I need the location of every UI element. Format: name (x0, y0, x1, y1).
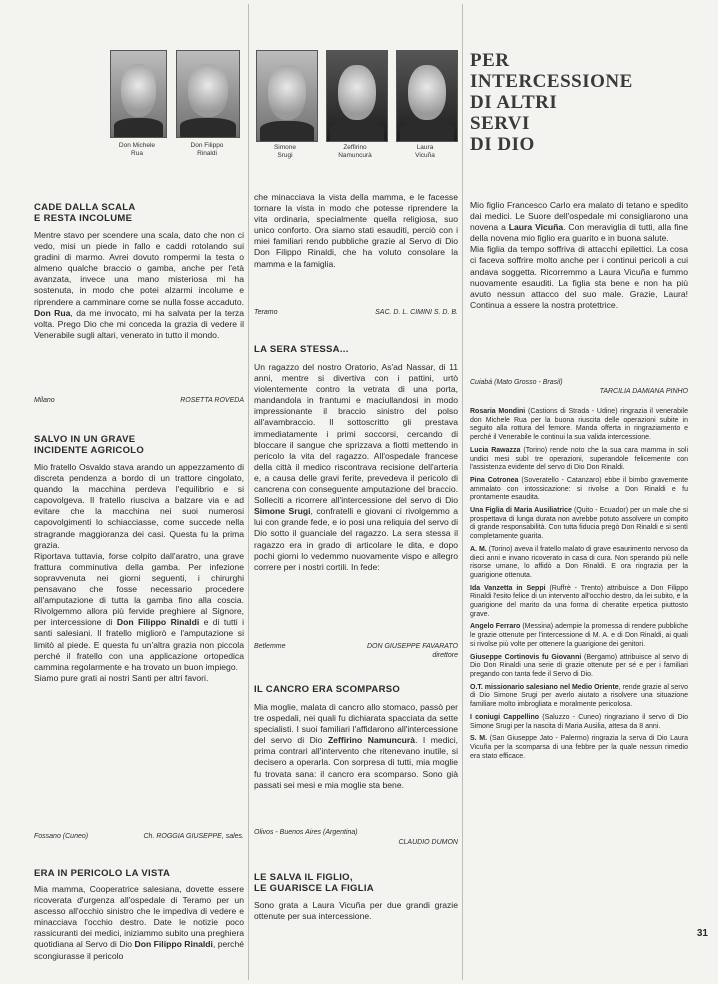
article-signature: Milano ROSETTA ROVEDA (34, 397, 244, 404)
photo-caption: Simone Srugi (273, 144, 297, 159)
column-left (26, 0, 244, 984)
column-right (468, 0, 690, 984)
article-text: Un ragazzo del nostro Oratorio, As'ad Nassar, di 11 anni, mentre si divertiva con i pattini, urtò violentemente contro la vetrata di una porta, mandandola in frantumi e maciullandosi in modo impressionante il braccio sinistro del polso all'avambraccio. Il sottoscritto gli prestava immediatamente i primi soccorsi, cercando di bloccare il sangue che sprizzava a fiotti mettendo in pericolo la vita del ragazzo. All'ospedale francese della città il medico riscontrava recisione dell'arteria e, a causa delle gravi ferite, prevedeva il pericolo di cancrena con conseguente amputazione del braccio. Solleciti a ricorrere all'intercessione del servo di Dio Simone Srugi, confratelli e giovani ci rivolgemmo a lui con grande fede, e io posi una reliquia del servo di Dio sotto il guanciale del ragazzo. La sera stessa il ragazzo era in grado di articolare le dita, e dopo pochi giorni lo vedemmo nuovamente vispo e allegro correre per i nostri cortili. In fede: (254, 362, 459, 572)
article-title: LE SALVA IL FIGLIO, LE GUARISCE LA FIGLIA (254, 872, 374, 894)
article-text: Mia mamma, Cooperatrice salesiana, dovette essere ricoverata d'urgenza all'ospedale di Teramo per un ascesso all'occhio sinistro che le impediva di vedere e minacciava l'occhio destro. Date le notizie poco rassicuranti dei medici, iniziammo subito una preghiera quotidiana al Servo di Dio Don Filippo Rinaldi, perché scongiurasse il pericolo (34, 884, 244, 961)
article-text: Sono grata a Laura Vicuña per due grandi grazie ottenute per sua intercessione. (254, 900, 458, 922)
article-text: Mio fratello Osvaldo stava arando un appezzamento di discreta pendenza a bordo di un trattore cingolato, quando la macchina perdeva l'equilibrio e si capovolgeva. Il fratello riusciva a balzare via e ad evitare che la macchina nei suoi numerosi capovolgimenti lo schiacciasse, come succede nella stragrande maggioranza dei casi. Questa fu la prima grazia. Riportava tuttavia, forse colpito dall'aratro, una grave frattura comminutiva della gamba. Per infezione sopravvenuta nei giorni seguenti, i chirurghi pensavano che fosse necessario procedere all'amputazione di tutta la gamba fino alla coscia. Rivolgemmo allora più fervide preghiere al Signore, per intercessione di Don Filippo Rinaldi e di tutti i santi salesiani. Il fratello migliorò e l'amputazione si limitò al piede. E questa fu un'altra grazia non piccola perché il fratello con una applicazione ortopedica cammina regolarmente e ha trovato un buon impiego. Siamo pure grati ai nostri Santi per altri favori. (34, 462, 244, 683)
article-signature: Olivos - Buenos Aires (Argentina) CLAUDIO DUMON (254, 829, 458, 846)
notice-item: O.T. missionario salesiano nel Medio Oriente, rende grazie al servo di Dio Simone Srugi per averlo aiutato a risolvere una situazione familiare molto imbrogliata e moralmente pericolosa. (470, 683, 688, 709)
article-signature: Fossano (Cuneo) Ch. ROGGIA GIUSEPPE, sales. (34, 833, 244, 840)
article-signature: Teramo SAC. D. L. CIMINI S. D. B. (254, 309, 458, 316)
photo-zeffirino-namuncura (326, 50, 388, 142)
article-text: Mentre stavo per scendere una scala, dato che non ci vedo, misi un piede in fallo e caddi rotolando sui gradini di marmo. Avrei dovuto rompermi la testa o almeno qualche braccio o gamba, anche per l'età avanzata, invece una mano misteriosa mi ha sostenuta, in modo che potei alzarmi incolume e riprendere a camminare come se nulla fosse accaduto. Don Rua, da me invocato, mi ha salvata per la terza volta. Prego Dio che mi conceda la grazia di vedere il Venerabile sugli altari, venerato in tutto il mondo. (34, 230, 245, 340)
column-divider (462, 4, 463, 980)
section-headline: PER INTERCESSIONE DI ALTRI SERVI DI DIO (470, 50, 633, 155)
photo-caption: Don Michele Rua (118, 142, 156, 157)
page-number: 31 (696, 928, 708, 939)
article-text: che minacciava la vista della mamma, e le facesse tornare la vista in modo che potesse riprendere la vita ordinaria, specialmente quella religiosa, suo unico conforto. Ora siamo stati esauditi, perciò con i miei familiari rendo pubbliche grazie al Servo di Dio Don Filippo Rinaldi, che ha voluto consolare la mamma e la famiglia. (254, 192, 458, 269)
photo-caption: Don Filippo Rinaldi (190, 142, 224, 157)
article-text: Mio figlio Francesco Carlo era malato di tetano e spedito dai medici. Le Suore dell'ospedale mi consigliarono una novena a Laura Vicuña. Con meraviglia di tutti, alla fine della novena mio figlio era guarito e in buona salute. Mia figlia da tempo soffriva di attacchi epilettici. La cosa ci faceva soffrire molto anche per i continui pericoli a cui andava soggetta. Ricorremmo a Laura Vicuña e fummo nuovamente esauditi. La figlia sta bene e non ha più avuto nessun attacco del suo male. Grazie, Laura! Continua a essere la nostra protettrice. (470, 200, 688, 310)
article-title: IL CANCRO ERA SCOMPARSO (254, 684, 401, 695)
notice-item: A. M. (Torino) aveva il fratello malato di grave esaurimento nervoso da dieci anni e invano ricoverato in casa di cura. Non sperando più nelle risorse umane, lo affidò a Don Rinaldi. E ora ringrazia per la guarigione ottenuta. (470, 545, 688, 579)
notice-item: Ida Vanzetta in Seppi (Ruffrè - Trento) attribuisce a Don Filippo Rinaldi l'esito felice di un intervento all'occhio destro, da lei subito, e la guarigione del marito da una forma di cheratite erpetica piuttosto grave. (470, 584, 688, 618)
photo-caption: Zeffirino Namuncurà (338, 144, 372, 159)
notice-item: Pina Cotronea (Soveratello - Catanzaro) ebbe il bimbo gravemente ammalato con intossicazione: si rivolse a Don Rinaldi e fu prontamente esaudita. (470, 476, 689, 502)
notice-item: S. M. (San Giuseppe Jato - Palermo) ringrazia la serva di Dio Laura Vicuña per la scomparsa di una febbre per la quale nessun rimedio era stato efficace. (470, 735, 688, 760)
column-divider (248, 4, 249, 980)
article-text: Mia moglie, malata di cancro allo stomaco, passò per tre ospedali, nei quali fu dichiarata spacciata da sette specialisti. I suoi familiari l'affidarono all'intercessione del servo di Dio Zeffirino Namuncurà. I medici, prima contrari all'intervento che ritenevano inutile, si decisero a operarla. Con sorpresa di tutti, mia moglie fu trovata sana: il cancro era scomparso. Sono già passati sei mesi e mia moglie sta bene. (254, 702, 458, 790)
column-middle (252, 0, 458, 984)
photo-don-michele-rua (110, 50, 167, 138)
notices-list (470, 408, 688, 765)
photo-don-filippo-rinaldi (176, 50, 240, 138)
article-title: ERA IN PERICOLO LA VISTA (34, 868, 171, 879)
notice-item: Lucia Rawazza (Torino) rende noto che la sua cara mamma in soli undici mesi subì tre operazioni, superandole felicemente con l'assistenza evidente del servo di Dio Don Rinaldi. (470, 446, 688, 472)
photo-caption: Laura Vicuña (415, 144, 435, 159)
article-title: CADE DALLA SCALA E RESTA INCOLUME (34, 202, 136, 224)
article-signature: Betlemme DON GIUSEPPE FAVARATO direttore (254, 643, 458, 659)
article-signature: Cuiabá (Mato Grosso - Brasil) TARCILIA DAMIANA PINHO (470, 379, 688, 395)
notice-item: Giuseppe Cortinovis fu Giovanni (Bergamo) attribuisce al servo di Dio Don Rinaldi una serie di grazie ottenute per sé e per i familiari pregando con tanta fede il Servo di Dio. (470, 653, 688, 678)
notice-item: Una Figlia di Maria Ausiliatrice (Quito - Ecuador) per un male che si prospettava di lunga durata non avrebbe potuto assolvere un compito di grande responsabilità. Con tutta fiducia pregò Don Rinaldi e si sentì completamente guarita. (470, 507, 688, 541)
article-title: SALVO IN UN GRAVE INCIDENTE AGRICOLO (34, 434, 145, 456)
notice-item: Angelo Ferraro (Messina) adempie la promessa di rendere pubbliche le grazie ottenute per l'intercessione di M. A. e di Don Rinaldi, ai quali si rivolse più volte per ottenere la guarigione dei genitori. (470, 623, 688, 648)
photo-laura-vicuna (396, 50, 458, 142)
photo-simone-srugi (256, 50, 318, 142)
article-title: LA SERA STESSA... (254, 344, 349, 355)
notice-item: I coniugi Cappellino (Saluzzo - Cuneo) ringraziano il servo di Dio Simone Srugi per la nascita di Maria Ausilia, attesa da 8 anni. (470, 713, 688, 730)
notice-item: Rosaria Mondini (Castions di Strada - Udine) ringrazia il venerabile don Michele Rua per la buona riuscita delle operazioni subite in seguito alla rottura del femore. Manda offerta in ringraziamento e perché il Venerabile le continui la sua valida intercessione. (470, 408, 689, 442)
